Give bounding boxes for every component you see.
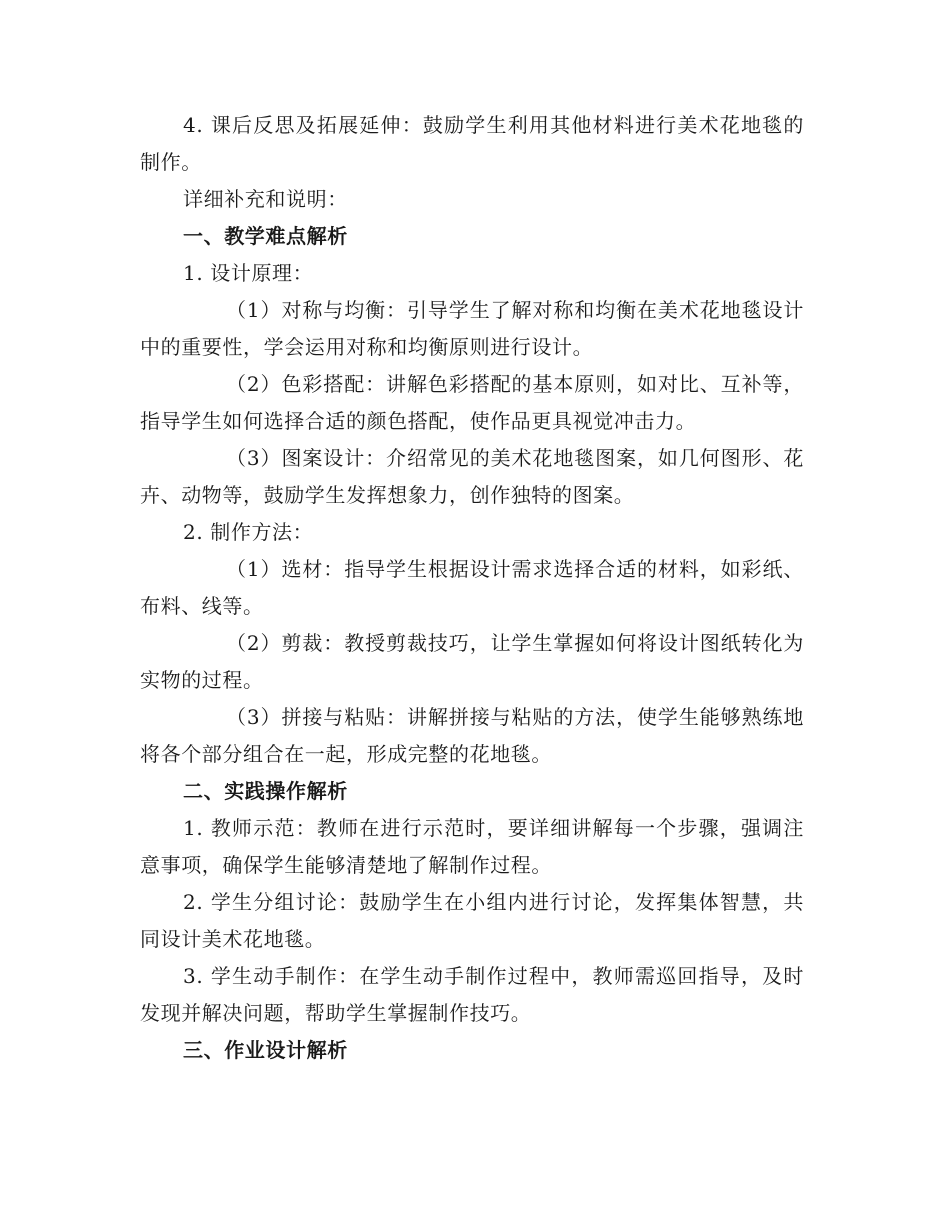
paragraph-making-methods: 2. 制作方法： [183, 520, 314, 544]
heading-practice-operation: 二、实践操作解析 [183, 779, 348, 803]
paragraph-pattern-design: （3）图案设计：介绍常见的美术花地毯图案，如几何图形、花卉、动物等，鼓励学生发挥想象力，创作独特的图案。 [140, 446, 804, 507]
paragraph-hands-on: 3. 学生动手制作：在学生动手制作过程中，教师需巡回指导，及时发现并解决问题，帮助学生掌握制作技巧。 [140, 964, 804, 1025]
paragraph-teacher-demo: 1. 教师示范：教师在进行示范时，要详细讲解每一个步骤，强调注意事项，确保学生能够清楚地了解制作过程。 [140, 816, 804, 877]
paragraph-symmetry-balance: （1）对称与均衡：引导学生了解对称和均衡在美术花地毯设计中的重要性，学会运用对称和均衡原则进行设计。 [140, 298, 804, 359]
paragraph-group-discussion: 2. 学生分组讨论：鼓励学生在小组内进行讨论，发挥集体智慧，共同设计美术花地毯。 [140, 890, 804, 951]
paragraph-reflection: 4. 课后反思及拓展延伸：鼓励学生利用其他材料进行美术花地毯的制作。 [140, 113, 804, 174]
paragraph-material-selection: （1）选材：指导学生根据设计需求选择合适的材料，如彩纸、布料、线等。 [140, 557, 804, 618]
paragraph-color-matching: （2）色彩搭配：讲解色彩搭配的基本原则，如对比、互补等，指导学生如何选择合适的颜色搭配，使作品更具视觉冲击力。 [140, 372, 804, 433]
paragraph-design-principles: 1. 设计原理： [183, 261, 314, 285]
paragraph-joining-pasting: （3）拼接与粘贴：讲解拼接与粘贴的方法，使学生能够熟练地将各个部分组合在一起，形成完整的花地毯。 [140, 705, 804, 766]
heading-teaching-difficulties: 一、教学难点解析 [183, 224, 348, 248]
document-body [140, 107, 804, 1069]
heading-homework-design: 三、作业设计解析 [183, 1038, 348, 1062]
paragraph-cutting: （2）剪裁：教授剪裁技巧，让学生掌握如何将设计图纸转化为实物的过程。 [140, 631, 804, 692]
paragraph-supplement-intro: 详细补充和说明： [183, 187, 348, 211]
